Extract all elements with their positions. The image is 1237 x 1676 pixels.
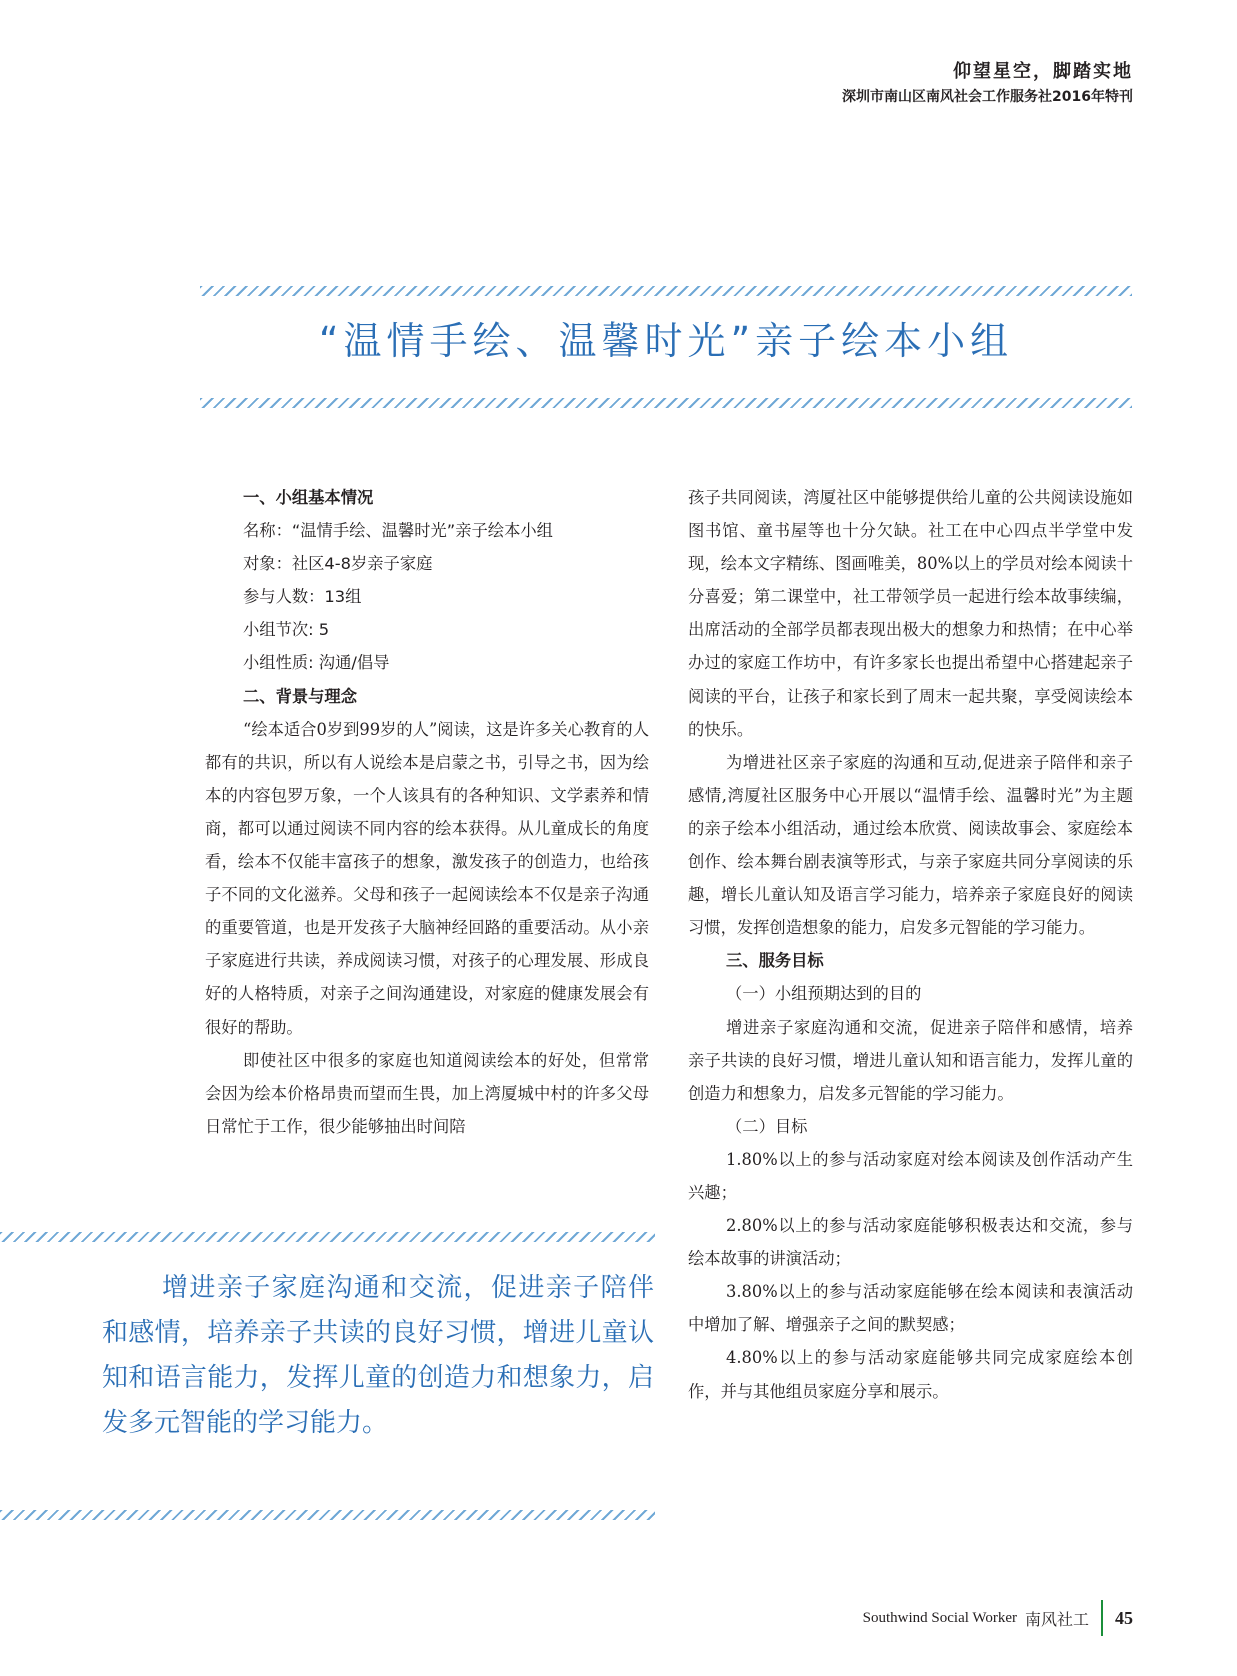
goal-item: 3.80%以上的参与活动家庭能够在绘本阅读和表演活动中增加了解、增强亲子之间的默契感； bbox=[688, 1282, 1133, 1335]
title-rule-top bbox=[200, 286, 1132, 296]
left-column bbox=[205, 481, 649, 1143]
title-rule-bottom bbox=[200, 398, 1132, 408]
section-heading-background: 二、背景与理念 bbox=[243, 686, 357, 706]
section-heading-basic-info: 一、小组基本情况 bbox=[243, 488, 374, 507]
footer-magazine-en: Southwind Social Worker bbox=[862, 1609, 1017, 1626]
article-title: “温情手绘、温馨时光”亲子绘本小组 bbox=[318, 319, 1014, 363]
body-paragraph: 增进亲子家庭沟通和交流，促进亲子陪伴和感情，培养亲子共读的良好习惯，增进儿童认知和语言能力，发挥儿童的创造力和想象力，启发多元智能的学习能力。 bbox=[688, 1017, 1133, 1103]
info-sessions: 小组节次: 5 bbox=[243, 620, 330, 640]
footer-divider bbox=[1101, 1600, 1103, 1636]
body-paragraph: “绘本适合0岁到99岁的人”阅读，这是许多关心教育的人都有的共识，所以有人说绘本是启蒙之书，引导之书，因为绘本的内容包罗万象，一个人该具有的各种知识、文学素养和情商，都可以通过阅读不同内容的绘本获得。从儿童成长的角度看，绘本不仅能丰富孩子的想象，激发孩子的创造力，也给孩子不同的文化滋养。父母和孩子一起阅读绘本不仅是亲子沟通的重要管道，也是开发孩子大脑神经回路的重要活动。从小亲子家庭进行共读，养成阅读习惯，对孩子的心理发展、形成良好的人格特质，对亲子之间沟通建设，对家庭的健康发展会有很好的帮助。 bbox=[205, 719, 649, 1037]
page-number: 45 bbox=[1115, 1607, 1133, 1628]
footer-magazine-cn: 南风社工 bbox=[1024, 1609, 1089, 1629]
header-slogan: 仰望星空，脚踏实地 bbox=[953, 61, 1133, 82]
pull-quote: 增进亲子家庭沟通和交流，促进亲子陪伴和感情，培养亲子共读的良好习惯，增进儿童认知和语言能力，发挥儿童的创造力和想象力，启发多元智能的学习能力。 bbox=[102, 1273, 654, 1438]
info-participants: 参与人数：13组 bbox=[243, 587, 362, 607]
goal-item: 1.80%以上的参与活动家庭对绘本阅读及创作活动产生兴趣； bbox=[688, 1149, 1133, 1202]
body-paragraph: 为增进社区亲子家庭的沟通和互动,促进亲子陪伴和亲子感情,湾厦社区服务中心开展以“温情手绘、温馨时光”为主题的亲子绘本小组活动，通过绘本欣赏、阅读故事会、家庭绘本创作、绘本舞台剧表演等形式，与亲子家庭共同分享阅读的乐趣，增长儿童认知及语言学习能力，培养亲子家庭良好的阅读习惯，发挥创造想象的能力，启发多元智能的学习能力。 bbox=[688, 752, 1133, 938]
info-name: 名称：“温情手绘、温馨时光”亲子绘本小组 bbox=[243, 521, 553, 541]
goal-item: 2.80%以上的参与活动家庭能够积极表达和交流，参与绘本故事的讲演活动； bbox=[688, 1216, 1133, 1269]
goal-item: 4.80%以上的参与活动家庭能够共同完成家庭绘本创作，并与其他组员家庭分享和展示。 bbox=[688, 1348, 1133, 1401]
section-heading-goals: 三、服务目标 bbox=[726, 951, 824, 971]
quote-rule-bottom bbox=[0, 1510, 655, 1520]
info-target: 对象：社区4-8岁亲子家庭 bbox=[243, 554, 433, 574]
page-footer bbox=[863, 1598, 1133, 1638]
subheading-targets: （二）目标 bbox=[726, 1116, 808, 1136]
right-column bbox=[688, 481, 1133, 1408]
running-header bbox=[842, 58, 1133, 108]
header-issue: 深圳市南山区南风社会工作服务社2016年特刊 bbox=[842, 89, 1133, 105]
quote-rule-top bbox=[0, 1232, 655, 1242]
subheading-expected-purpose: （一）小组预期达到的目的 bbox=[726, 984, 922, 1004]
info-nature: 小组性质: 沟通/倡导 bbox=[243, 653, 390, 673]
body-paragraph: 即使社区中很多的家庭也知道阅读绘本的好处，但常常会因为绘本价格昂贵而望而生畏，加上湾厦城中村的许多父母日常忙于工作，很少能够抽出时间陪 bbox=[205, 1050, 649, 1136]
body-paragraph-continued: 孩子共同阅读，湾厦社区中能够提供给儿童的公共阅读设施如图书馆、童书屋等也十分欠缺。社工在中心四点半学堂中发现，绘本文字精练、图画唯美，80%以上的学员对绘本阅读十分喜爱；第二课堂中，社工带领学员一起进行绘本故事续编，出席活动的全部学员都表现出极大的想象力和热情；在中心举办过的家庭工作坊中，有许多家长也提出希望中心搭建起亲子阅读的平台，让孩子和家长到了周末一起共聚，享受阅读绘本的快乐。 bbox=[688, 488, 1133, 739]
